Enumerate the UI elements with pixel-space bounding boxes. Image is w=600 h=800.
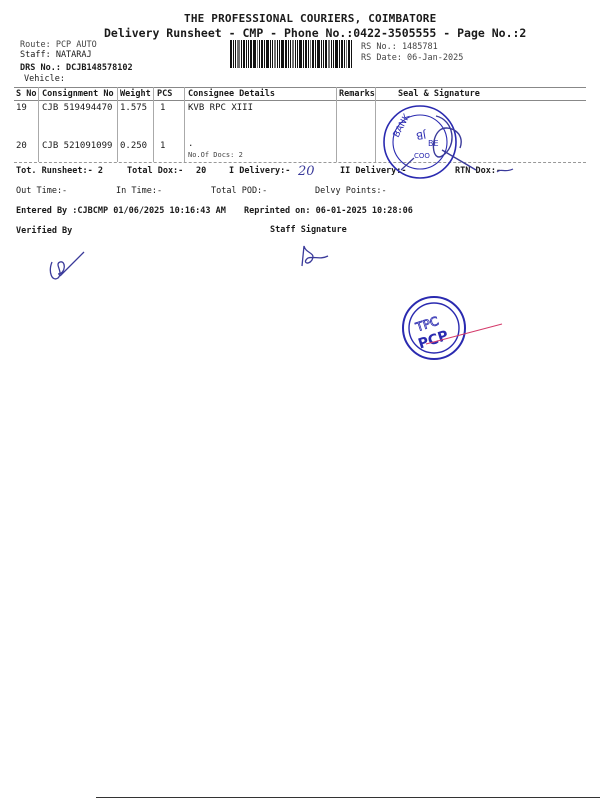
stamp-text-bank: BANK: [391, 112, 413, 140]
pcp-stamp: [396, 292, 506, 364]
delvy-points: Delvy Points:-: [315, 186, 387, 196]
pcp-stamp-text-bottom: PCP: [416, 327, 451, 353]
barcode-bar: [335, 40, 338, 68]
barcode-bar: [241, 40, 242, 68]
barcode-bar: [321, 40, 322, 68]
barcode-bar: [272, 40, 273, 68]
row-20-consignment: CJB 521091099: [42, 141, 113, 151]
barcode-bar: [305, 40, 307, 68]
barcode-bar: [339, 40, 340, 68]
barcode-bar: [323, 40, 324, 68]
row-20-pcs: 1: [160, 141, 166, 151]
table-bottom-rule: [14, 162, 586, 163]
barcode-bar: [235, 40, 236, 68]
stamp-text-be: BE: [428, 139, 439, 148]
barcode-bar: [303, 40, 304, 68]
barcode: [230, 40, 354, 68]
barcode-bar: [259, 40, 260, 68]
barcode-bar: [315, 40, 316, 68]
total-dox-value: 20: [196, 166, 207, 176]
col-header-sno: S No: [16, 89, 37, 99]
barcode-bar: [246, 40, 247, 68]
row-20-consignee: .: [188, 139, 194, 149]
barcode-bar: [253, 40, 256, 68]
pcp-stamp-text-top: TPC: [414, 313, 441, 335]
barcode-bar: [348, 40, 350, 68]
stamp-ring-outer: [384, 106, 456, 178]
barcode-bar: [308, 40, 309, 68]
barcode-bar: [274, 40, 276, 68]
i-delivery-handwritten: 20: [298, 164, 315, 179]
ii-delivery-pen-mark: [398, 156, 418, 172]
tot-runsheet: Tot. Runsheet:- 2: [16, 166, 103, 176]
col-sep: [336, 87, 337, 162]
barcode-bar: [333, 40, 334, 68]
staff-signature: [298, 238, 332, 272]
barcode-bar: [312, 40, 314, 68]
in-time: In Time:-: [116, 186, 163, 196]
col-header-weight: Weight: [120, 89, 151, 99]
staff-signature-label: Staff Signature: [270, 225, 347, 235]
col-sep: [153, 87, 154, 162]
col-header-pcs: PCS: [157, 89, 173, 99]
col-sep: [38, 87, 39, 162]
verified-by-signature: [44, 250, 88, 290]
col-header-seal: Seal & Signature: [398, 89, 480, 99]
rs-number: RS No.: 1485781: [361, 42, 438, 52]
col-sep: [184, 87, 185, 162]
barcode-bar: [257, 40, 258, 68]
reprinted-on: Reprinted on: 06-01-2025 10:28:06: [244, 206, 413, 216]
barcode-bar: [281, 40, 284, 68]
barcode-bar: [237, 40, 240, 68]
row-19-weight: 1.575: [120, 103, 148, 113]
col-sep: [117, 87, 118, 162]
stamp-text-jb: JB: [415, 128, 427, 141]
runsheet-title: Delivery Runsheet - CMP - Phone No.:0422-3505555 - Page No.:2: [104, 26, 527, 40]
total-pod: Total POD:-: [211, 186, 268, 196]
drs-number: DRS No.: DCJB148578102: [20, 63, 133, 73]
barcode-bar: [299, 40, 302, 68]
page-bottom-rule: [96, 797, 600, 798]
vehicle-label: Vehicle:: [24, 74, 65, 84]
barcode-bar: [310, 40, 311, 68]
company-title: THE PROFESSIONAL COURIERS, COIMBATORE: [184, 12, 437, 25]
barcode-bar: [346, 40, 347, 68]
barcode-bar: [248, 40, 249, 68]
rs-date: RS Date: 06-Jan-2025: [361, 53, 464, 63]
barcode-bar: [341, 40, 343, 68]
bank-seal-stamp: [376, 98, 496, 186]
ii-delivery-label: II Delivery:-: [340, 166, 407, 176]
barcode-bar: [351, 40, 352, 68]
row-19-consignee: KVB RPC XIII: [188, 103, 254, 113]
table-top-rule: [14, 87, 586, 88]
col-header-consignee: Consignee Details: [188, 89, 275, 99]
barcode-bar: [261, 40, 263, 68]
row-19-pcs: 1: [160, 103, 166, 113]
barcode-bar: [277, 40, 278, 68]
table-header-rule: [14, 100, 586, 101]
barcode-bar: [317, 40, 320, 68]
staff-label: Staff: NATARAJ: [20, 50, 92, 60]
barcode-bar: [297, 40, 298, 68]
barcode-bar: [290, 40, 291, 68]
barcode-bar: [250, 40, 252, 68]
barcode-bar: [279, 40, 280, 68]
row-19-sno: 19: [16, 103, 27, 113]
total-dox-label: Total Dox:-: [127, 166, 184, 176]
barcode-bar: [270, 40, 271, 68]
rtn-pen-mark: [495, 166, 515, 174]
barcode-bar: [328, 40, 330, 68]
barcode-bar: [266, 40, 269, 68]
stamp-text-coo: COO: [414, 152, 430, 160]
entered-by: Entered By :CJBCMP 01/06/2025 10:16:43 AM: [16, 206, 226, 216]
barcode-bar: [285, 40, 287, 68]
i-delivery-label: I Delivery:-: [229, 166, 291, 176]
barcode-bar: [233, 40, 234, 68]
barcode-bar: [292, 40, 294, 68]
barcode-bar: [230, 40, 232, 68]
barcode-bar: [288, 40, 289, 68]
barcode-bar: [331, 40, 332, 68]
verified-by-label: Verified By: [16, 226, 73, 236]
barcode-bar: [264, 40, 265, 68]
barcode-bar: [295, 40, 296, 68]
barcode-bar: [325, 40, 327, 68]
route-label: Route: PCP AUTO: [20, 40, 97, 50]
row-20-docs-note: No.Of Docs: 2: [188, 151, 243, 159]
col-header-remarks: Remarks: [339, 89, 375, 99]
row-20-weight: 0.250: [120, 141, 148, 151]
col-header-consignment: Consignment No: [42, 89, 114, 99]
row-19-consignment: CJB 519494470: [42, 103, 113, 113]
row-20-sno: 20: [16, 141, 27, 151]
out-time: Out Time:-: [16, 186, 68, 196]
barcode-bar: [344, 40, 345, 68]
barcode-bar: [243, 40, 245, 68]
rtn-dox-label: RTN Dox:-: [455, 166, 502, 176]
